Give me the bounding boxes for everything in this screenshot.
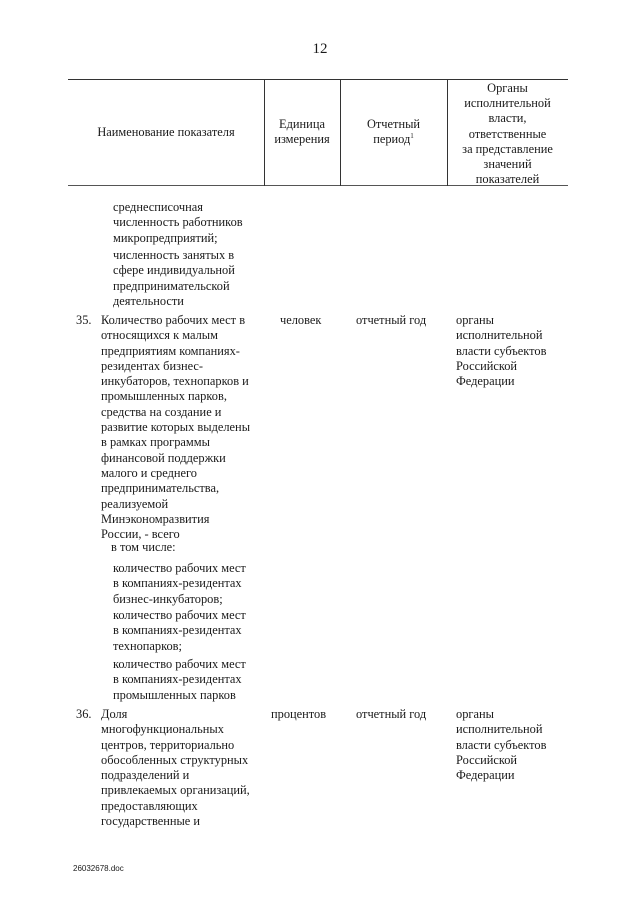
row-36-period: отчетный год xyxy=(356,707,427,721)
row-36-number: 36. xyxy=(76,707,92,721)
row-35-authority: органы исполнительной власти субъектов Российской Федерации xyxy=(456,313,547,389)
continuation-item-1: среднесписочная численность работников микропредприятий; xyxy=(113,200,243,245)
row-35-number: 35. xyxy=(76,313,92,327)
header-period-footnote: 1 xyxy=(410,132,414,141)
row-35-subitem-3: количество рабочих мест в компаниях-резидентах промышленных парков xyxy=(113,657,246,702)
header-unit: Единица измерения xyxy=(274,117,330,147)
row-35-subitem-1: количество рабочих мест в компаниях-резидентах бизнес-инкубаторов; xyxy=(113,561,246,606)
row-35-period: отчетный год xyxy=(356,313,427,327)
row-35-unit: человек xyxy=(280,313,322,327)
row-35-subitem-2: количество рабочих мест в компаниях-резидентах технопарков; xyxy=(113,608,246,653)
header-period xyxy=(340,117,447,147)
row-36-unit: процентов xyxy=(271,707,327,721)
header-period-label: Отчетный период xyxy=(366,117,421,147)
row-36-authority: органы исполнительной власти субъектов Российской Федерации xyxy=(456,707,547,783)
header-top-rule xyxy=(68,79,568,80)
row-35-including: в том числе: xyxy=(111,540,176,554)
row-35-name: Количество рабочих мест в относящихся к малым предприятиям компаниях- резидентах бизнес- инкубаторов, технопарков и промышленных парков, средства на создание и развитие которых выделены в рамках программы финансовой поддержки малого и среднего предпринимательства, реализуемой Минэкономразвития России, - всего xyxy=(101,313,251,542)
header-authority: Органы исполнительной власти, ответственные за представление значений показателей xyxy=(462,81,553,187)
document-filename: 26032678.doc xyxy=(73,864,124,873)
page-number: 12 xyxy=(312,41,328,57)
row-36-name: Доля многофункциональных центров, территориально обособленных структурных подразделений и привлекаемых организаций, предоставляющих государственные и xyxy=(101,707,250,829)
continuation-item-2: численность занятых в сфере индивидуальной предпринимательской деятельности xyxy=(113,248,235,308)
header-name: Наименование показателя xyxy=(97,125,235,139)
